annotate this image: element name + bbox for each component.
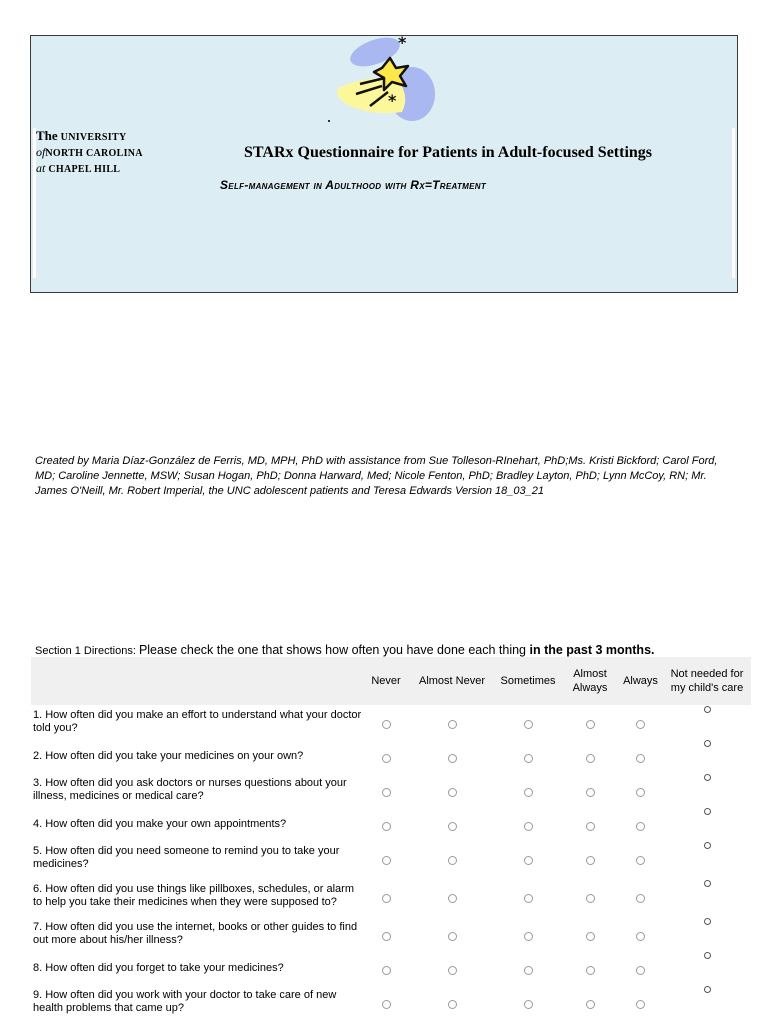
radio-button[interactable] (382, 1000, 391, 1009)
answer-cell (618, 951, 663, 985)
radio-button[interactable] (636, 754, 645, 763)
radio-button[interactable] (704, 706, 711, 713)
answer-cell (663, 773, 751, 807)
answer-cell (410, 739, 494, 773)
answer-cell (410, 951, 494, 985)
answer-cell (562, 705, 618, 739)
radio-button[interactable] (636, 932, 645, 941)
radio-button[interactable] (448, 856, 457, 865)
answer-cell (494, 807, 562, 841)
page-title: STARx Questionnaire for Patients in Adult-focused Settings (244, 144, 653, 161)
radio-button[interactable] (636, 894, 645, 903)
answer-cell (562, 951, 618, 985)
answer-cell (618, 705, 663, 739)
radio-button[interactable] (704, 880, 711, 887)
question-text: 4. How often did you make your own appointments? (33, 817, 287, 830)
answer-cell (618, 917, 663, 951)
radio-button[interactable] (524, 966, 533, 975)
header-banner (30, 35, 738, 293)
answer-cell (562, 773, 618, 807)
radio-button[interactable] (704, 952, 711, 959)
question-text: 9. How often did you work with your doctor to take care of new health problems that came up? (33, 989, 337, 1014)
questionnaire-table (31, 657, 751, 1019)
table-row (31, 739, 751, 773)
answer-cell (494, 875, 562, 917)
question-text: 2. How often did you take your medicines on your own? (33, 749, 304, 762)
radio-button[interactable] (636, 822, 645, 831)
section1-directions: Section 1 Directions: Please check the one that shows how often you have done each thing in the past 3 months. (35, 641, 735, 660)
answer-cell (410, 807, 494, 841)
answer-cell (494, 841, 562, 875)
table-header-row (31, 657, 751, 705)
radio-button[interactable] (524, 856, 533, 865)
radio-button[interactable] (586, 720, 595, 729)
radio-button[interactable] (704, 740, 711, 747)
column-header: Almost Never (410, 657, 494, 705)
question-text: 7. How often did you use the internet, books or other guides to find out more about his/her illness? (33, 921, 358, 946)
answer-cell (618, 739, 663, 773)
table-row (31, 807, 751, 841)
radio-button[interactable] (586, 822, 595, 831)
answer-cell (362, 773, 410, 807)
radio-button[interactable] (636, 966, 645, 975)
table-row (31, 951, 751, 985)
answer-cell (562, 875, 618, 917)
question-text: 5. How often did you need someone to remind you to take your medicines? (33, 845, 340, 870)
radio-button[interactable] (586, 1000, 595, 1009)
column-header: Almost Always (562, 657, 618, 705)
radio-button[interactable] (704, 808, 711, 815)
answer-cell (663, 705, 751, 739)
banner-edge (732, 128, 735, 278)
answer-cell (362, 985, 410, 1019)
answer-cell (410, 773, 494, 807)
radio-button[interactable] (704, 918, 711, 925)
radio-button[interactable] (524, 1000, 533, 1009)
radio-button[interactable] (636, 1000, 645, 1009)
table-row (31, 773, 751, 807)
answer-cell (618, 773, 663, 807)
radio-button[interactable] (524, 822, 533, 831)
answer-cell (562, 807, 618, 841)
answer-cell (494, 739, 562, 773)
answer-cell (663, 985, 751, 1019)
answer-cell (663, 875, 751, 917)
answer-cell (562, 739, 618, 773)
radio-button[interactable] (382, 856, 391, 865)
answer-cell (362, 841, 410, 875)
university-logo-text: The UNIVERSITY ofNORTH CAROLINA at CHAPEL HILL (36, 128, 143, 175)
radio-button[interactable] (704, 774, 711, 781)
column-header: Not needed for my child's care (663, 657, 751, 705)
answer-cell (663, 917, 751, 951)
radio-button[interactable] (636, 788, 645, 797)
answer-cell (410, 985, 494, 1019)
question-text: 3. How often did you ask doctors or nurses questions about your illness, medicines or medical care? (33, 777, 347, 802)
radio-button[interactable] (448, 1000, 457, 1009)
radio-button[interactable] (382, 966, 391, 975)
answer-cell (618, 841, 663, 875)
table-row (31, 985, 751, 1019)
radio-button[interactable] (382, 788, 391, 797)
svg-text:*: * (388, 91, 397, 110)
answer-cell (494, 705, 562, 739)
question-column-header (31, 657, 362, 705)
column-header: Never (362, 657, 410, 705)
credits-text: Created by Maria Díaz-González de Ferris, MD, MPH, PhD with assistance from Sue Tolleson-RInehart, PhD;Ms. Kristi Bickford; Carol Ford, MD; Caroline Jennette, MSW; Susan Hogan, PhD; Donna Harward, Med; Nicole Fenton, PhD; Bradley Layton, PhD; Lynn McCoy, RN; Mr. James O'Neill, Mr. Robert Imperial, the UNC adolescent patients and Teresa Edwards Version 18_03_21 (35, 455, 718, 497)
radio-button[interactable] (524, 788, 533, 797)
answer-cell (663, 841, 751, 875)
radio-button[interactable] (448, 894, 457, 903)
radio-button[interactable] (636, 856, 645, 865)
question-text: 1. How often did you make an effort to understand what your doctor told you? (33, 709, 362, 734)
answer-cell (410, 705, 494, 739)
answer-cell (663, 739, 751, 773)
answer-cell (494, 773, 562, 807)
column-header: Always (618, 657, 663, 705)
radio-button[interactable] (636, 720, 645, 729)
answer-cell (410, 841, 494, 875)
question-text: 6. How often did you use things like pillboxes, schedules, or alarm to help you take their medicines when they were supposed to? (33, 883, 355, 908)
answer-cell (618, 875, 663, 917)
answer-cell (618, 985, 663, 1019)
radio-button[interactable] (586, 788, 595, 797)
answer-cell (663, 951, 751, 985)
table-row (31, 875, 751, 917)
answer-cell (562, 985, 618, 1019)
radio-button[interactable] (448, 788, 457, 797)
table-row (31, 841, 751, 875)
table-row (31, 917, 751, 951)
star-logo (330, 36, 442, 128)
radio-button[interactable] (382, 894, 391, 903)
radio-button[interactable] (382, 822, 391, 831)
answer-cell (410, 917, 494, 951)
radio-button[interactable] (524, 932, 533, 941)
answer-cell (494, 985, 562, 1019)
radio-button[interactable] (448, 754, 457, 763)
answer-cell (362, 951, 410, 985)
answer-cell (362, 807, 410, 841)
answer-cell (362, 875, 410, 917)
question-text: 8. How often did you forget to take your medicines? (33, 961, 284, 974)
radio-button[interactable] (382, 720, 391, 729)
radio-button[interactable] (448, 720, 457, 729)
radio-button[interactable] (448, 966, 457, 975)
radio-button[interactable] (524, 720, 533, 729)
radio-button[interactable] (524, 754, 533, 763)
radio-button[interactable] (704, 842, 711, 849)
answer-cell (362, 917, 410, 951)
radio-button[interactable] (524, 894, 533, 903)
radio-button[interactable] (586, 754, 595, 763)
radio-button[interactable] (586, 966, 595, 975)
radio-button[interactable] (586, 856, 595, 865)
radio-button[interactable] (382, 754, 391, 763)
radio-button[interactable] (382, 932, 391, 941)
answer-cell (362, 705, 410, 739)
answer-cell (562, 917, 618, 951)
answer-cell (562, 841, 618, 875)
answer-cell (362, 739, 410, 773)
answer-cell (663, 807, 751, 841)
page-subtitle: Self-management in Adulthood with Rx=Treatment (220, 178, 487, 192)
radio-button[interactable] (586, 932, 595, 941)
svg-text:*: * (398, 36, 407, 52)
radio-button[interactable] (704, 986, 711, 993)
answer-cell (494, 951, 562, 985)
table-row (31, 705, 751, 739)
answer-cell (410, 875, 494, 917)
decorative-dot (328, 120, 330, 122)
answer-cell (618, 807, 663, 841)
radio-button[interactable] (586, 894, 595, 903)
answer-cell (494, 917, 562, 951)
column-header: Sometimes (494, 657, 562, 705)
radio-button[interactable] (448, 822, 457, 831)
radio-button[interactable] (448, 932, 457, 941)
